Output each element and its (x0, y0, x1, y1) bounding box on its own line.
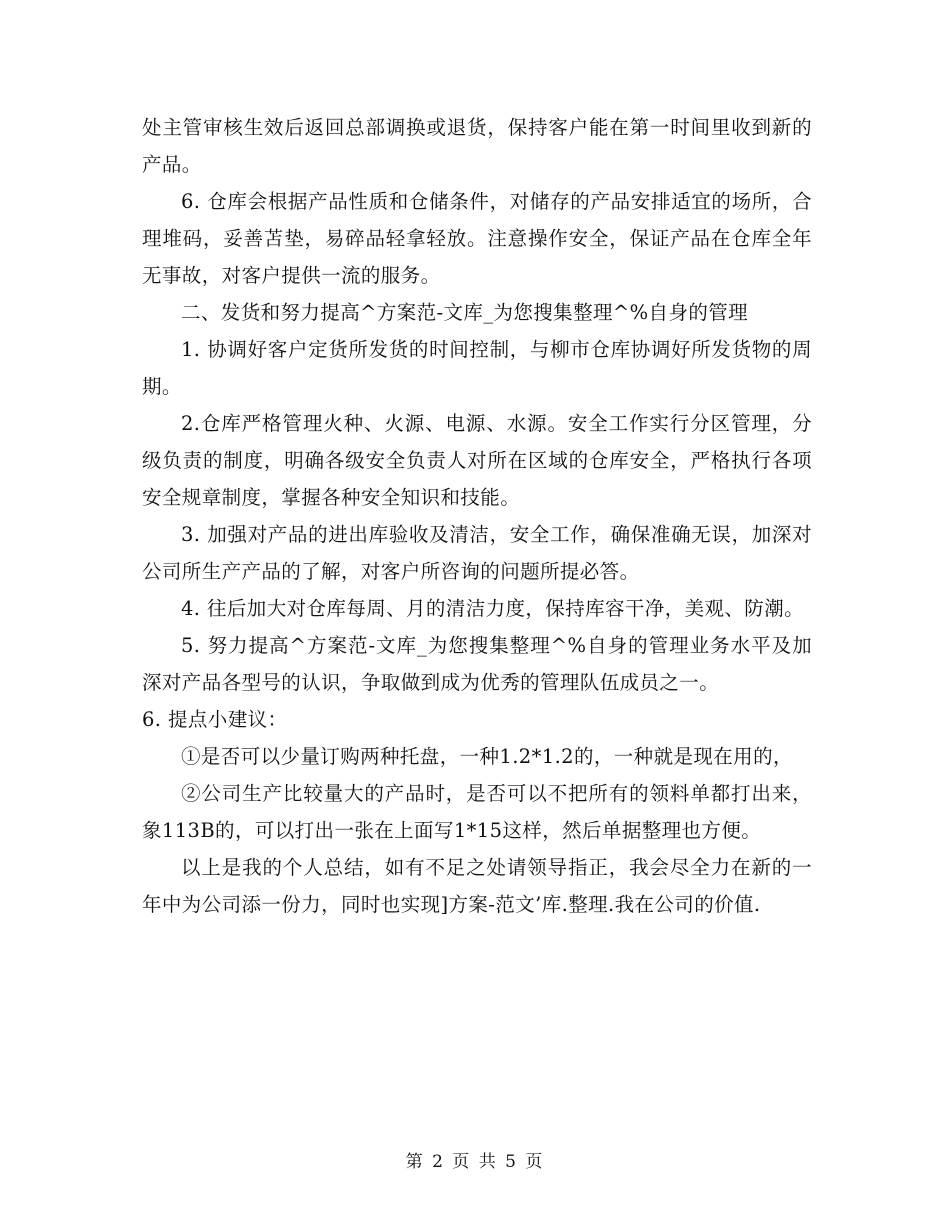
suggestion-1: ①是否可以少量订购两种托盘，一种1.2*1.2的，一种就是现在用的， (181, 745, 793, 768)
paragraph-continuation: 处主管审核生效后返回总部调换或退货，保持客户能在第一时间里收到新的产品。 (142, 116, 812, 176)
paragraph-item-6-suggestions: 6. 提点小建议： (142, 708, 288, 731)
page-number-footer: 第 2 页 共 5 页 (405, 1152, 545, 1172)
paragraph-item-3: 3. 加强对产品的进出库验收及清洁，安全工作，确保准确无误，加深对公司所生产产品的了解，对客户所咨询的问题所提必答。 (142, 523, 812, 583)
document-body (142, 109, 812, 923)
suggestion-2: ②公司生产比较量大的产品时，是否可以不把所有的领料单都打出来，象113B的，可以打出一张在上面写1*15这样，然后单据整理也方便。 (142, 782, 812, 842)
section-heading-2: 二、发货和努力提高^方案范-文库_为您搜集整理^%自身的管理 (181, 301, 749, 324)
paragraph-item-6-storage: 6. 仓库会根据产品性质和仓储条件，对储存的产品安排适宜的场所，合理堆码，妥善苫垫，易碎品轻拿轻放。注意操作安全，保证产品在仓库全年无事故，对客户提供一流的服务。 (142, 190, 812, 287)
paragraph-item-2: 2.仓库严格管理火种、火源、电源、水源。安全工作实行分区管理，分级负责的制度，明确各级安全负责人对所在区域的仓库安全，严格执行各项安全规章制度，掌握各种安全知识和技能。 (142, 412, 812, 509)
paragraph-conclusion: 以上是我的个人总结，如有不足之处请领导指正，我会尽全力在新的一年中为公司添一份力，同时也实现]方案-范文’库.整理.我在公司的价值. (142, 856, 812, 916)
paragraph-item-5: 5. 努力提高^方案范-文库_为您搜集整理^%自身的管理业务水平及加深对产品各型号的认识，争取做到成为优秀的管理队伍成员之一。 (142, 634, 812, 694)
paragraph-item-1: 1. 协调好客户定货所发货的时间控制，与柳市仓库协调好所发货物的周期。 (142, 338, 812, 398)
paragraph-item-4: 4. 往后加大对仓库每周、月的清洁力度，保持库容干净，美观、防潮。 (181, 597, 805, 620)
